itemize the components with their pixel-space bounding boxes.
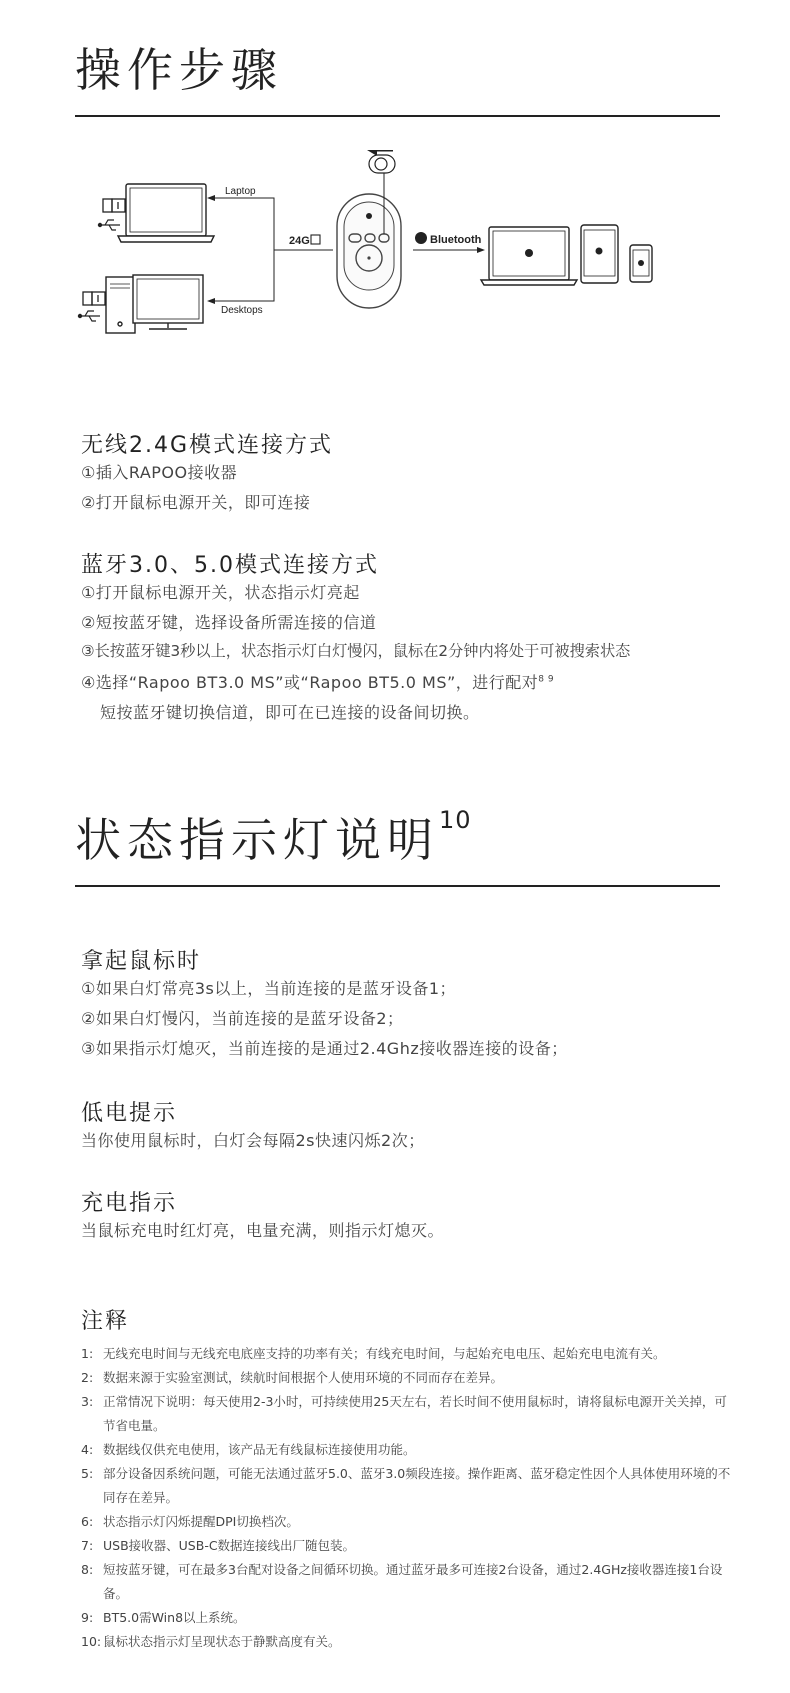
notes-list — [81, 1342, 731, 1654]
mode-bt-step-4 — [81, 670, 554, 693]
note-item: 1: 无线充电时间与无线充电底座支持的功率有关；有线充电时间，与起始充电电压、起始充电电流有关。 — [81, 1346, 666, 1361]
mode-bt-step-2: ②短按蓝牙键，选择设备所需连接的信道 — [81, 613, 377, 632]
section-title-status-text: 状态指示灯说明 — [75, 813, 439, 867]
mode-bt-step-1: ①打开鼠标电源开关，状态指示灯亮起 — [81, 583, 360, 602]
usb-symbol-icon — [98, 220, 120, 230]
pickup-line-3: ③如果指示灯熄灭，当前连接的是通过2.4Ghz接收器连接的设备； — [81, 1039, 568, 1058]
laptop-bluetooth-icon — [481, 227, 577, 285]
bluetooth-label: Bluetooth — [430, 234, 482, 246]
arrow-right-icon — [477, 247, 485, 253]
tablet-bluetooth-icon — [581, 225, 618, 283]
section-divider — [75, 885, 720, 887]
usb-symbol-icon — [78, 311, 100, 321]
arrow-left-icon — [207, 298, 215, 304]
note-item: 9: BT5.0需Win8以上系统。 — [81, 1610, 246, 1625]
charging-text: 当鼠标充电时红灯亮，电量充满，则指示灯熄灭。 — [81, 1221, 445, 1240]
mode-bt-step-4-text: ④选择“Rapoo BT3.0 MS”或“Rapoo BT5.0 MS”，进行配对 — [81, 673, 539, 692]
note-item: 5: 部分设备因系统问题，可能无法通过蓝牙5.0、蓝牙3.0频段连接。操作距离、蓝牙稳定性因个人具体使用环境的不同存在差异。 — [81, 1466, 731, 1505]
desktop-tower-icon — [106, 277, 135, 333]
desktops-label: Desktops — [221, 305, 263, 316]
note-item: 3: 正常情况下说明：每天使用2-3小时，可持续使用25天左右，若长时间不使用鼠标时，请将鼠标电源开关关掉，可节省电量。 — [81, 1394, 727, 1433]
connection-diagram — [75, 150, 725, 370]
power-switch-icon — [369, 155, 395, 173]
notes-title: 注释 — [81, 1309, 130, 1334]
mouse-icon — [337, 194, 401, 308]
laptop-icon — [118, 184, 214, 242]
pickup-line-1: ①如果白灯常亮3s以上，当前连接的是蓝牙设备1； — [81, 979, 457, 998]
charging-title: 充电指示 — [81, 1191, 178, 1216]
note-item: 10: 鼠标状态指示灯呈现状态于静默高度有关。 — [81, 1634, 341, 1649]
mode-bt-step-4-sup: 8 9 — [538, 674, 555, 685]
mode-24g-step-1: ①插入RAPOO接收器 — [81, 463, 238, 482]
section-divider — [75, 115, 720, 117]
note-item: 4: 数据线仅供充电使用，该产品无有线鼠标连接使用功能。 — [81, 1442, 416, 1457]
note-item: 6: 状态指示灯闪烁提醒DPI切换档次。 — [81, 1514, 299, 1529]
monitor-icon — [133, 275, 203, 329]
section-title-steps: 操作步骤 — [75, 43, 283, 97]
note-item: 2: 数据来源于实验室测试，续航时间根据个人使用环境的不同而存在差异。 — [81, 1370, 504, 1385]
section-title-status — [75, 804, 472, 870]
mode-bt-step-3: ③长按蓝牙键3秒以上，状态指示灯白灯慢闪，鼠标在2分钟内将处于可被搜索状态 — [81, 642, 631, 660]
receiver-small-icon — [311, 235, 320, 244]
mode-bt-switch-note: 短按蓝牙键切换信道，即可在已连接的设备间切换。 — [100, 703, 480, 722]
note-item: 8: 短按蓝牙键，可在最多3台配对设备之间循环切换。通过蓝牙最多可连接2台设备，通过2.4GHz接收器连接1台设备。 — [81, 1562, 723, 1601]
mode-bt-title: 蓝牙3.0、5.0模式连接方式 — [81, 553, 379, 578]
low-power-text: 当你使用鼠标时，白灯会每隔2s快速闪烁2次； — [81, 1131, 425, 1150]
mode-24g-step-2: ②打开鼠标电源开关，即可连接 — [81, 493, 311, 512]
usb-receiver-icon — [103, 199, 125, 212]
pickup-line-2: ②如果白灯慢闪，当前连接的是蓝牙设备2； — [81, 1009, 404, 1028]
pickup-title: 拿起鼠标时 — [81, 949, 202, 974]
note-item: 7: USB接收器、USB-C数据连接线出厂随包装。 — [81, 1538, 356, 1553]
usb-receiver-icon — [83, 292, 105, 305]
wireless-24g-label: 24G — [289, 235, 310, 247]
bluetooth-logo-icon — [415, 232, 427, 244]
mode-24g-title: 无线2.4G模式连接方式 — [81, 433, 334, 458]
section-title-status-sup: 10 — [439, 806, 472, 834]
low-power-title: 低电提示 — [81, 1101, 178, 1126]
phone-bluetooth-icon — [630, 245, 652, 282]
laptop-label: Laptop — [225, 186, 256, 197]
arrow-left-icon — [207, 195, 215, 201]
